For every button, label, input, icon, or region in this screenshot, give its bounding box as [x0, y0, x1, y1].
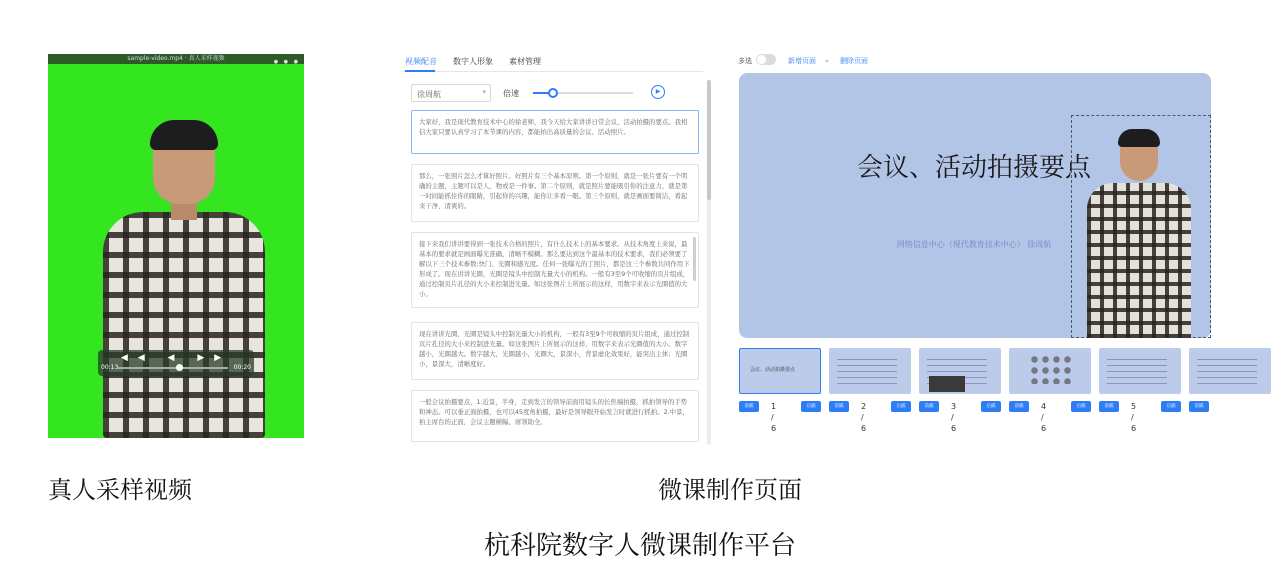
paragraph-text: 一般会议拍摄要点，1.近景，半身，走到发言的领导前面用镜头的长焦端拍摄，抓拍领导的手势和神态。可以垂正面拍摄，也可以45度角拍摄，最好是领导眼开始发言时就进行抓拍。2.中景，拍主席台的正面，会议主题横幅、席领助全。: [419, 398, 689, 426]
avatar-hair: [1118, 129, 1160, 147]
caption-sample-video: 真人采样视频: [48, 476, 192, 504]
paragraph-text: 现在讲讲光圈，光圈是镜头中控制光量大小的机构，一般有3至9个可收缩的页片组成，通过控制页片孔径的大小来控制进光量。如这张图片上所展示的这样，用数字来表示光圈值的大小。数字越小，光圈越大。数字越大，光圈越小，光圈大，景深小，背景虚化效果好，能突出主体；光圈小，景深大，清晰度好。: [419, 330, 690, 368]
insert-after-button[interactable]: 后插: [981, 401, 1001, 412]
sample-video-player[interactable]: [48, 54, 304, 438]
speed-label: 倍速: [503, 89, 519, 98]
editor-scrollbar-thumb[interactable]: [707, 80, 711, 200]
speed-slider[interactable]: [533, 92, 633, 94]
script-paragraph[interactable]: [411, 164, 699, 222]
voice-select-value: 徐周航: [417, 90, 441, 99]
window-controls-icon[interactable]: ● ● ●: [273, 59, 300, 65]
script-paragraph[interactable]: [411, 232, 699, 308]
paragraph-text: 大家好，我是现代教育技术中心的徐老师，我今天给大家讲讲日常会议、活动拍摄的要点。我相信大家只要认真学习了本节课的内容，都能拍出高质量的会议、活动照片。: [419, 118, 688, 136]
add-page-button[interactable]: 新增页面: [788, 57, 816, 65]
slide-thumbnail-strip: [739, 348, 1211, 433]
insert-after-button[interactable]: 后插: [801, 401, 821, 412]
video-control-bar[interactable]: [98, 350, 254, 376]
slide-subtitle: 网络信息中心（现代教育技术中心） 徐周航: [896, 240, 1052, 249]
thumbnail-content: [837, 354, 897, 384]
multi-select-toggle[interactable]: [756, 54, 776, 65]
insert-after-button[interactable]: 后插: [1161, 401, 1181, 412]
avatar-shirt: [1087, 183, 1191, 338]
insert-before-button[interactable]: 前插: [739, 401, 759, 412]
speed-slider-handle[interactable]: [548, 88, 558, 98]
tab-digital-human[interactable]: 数字人形象: [453, 57, 493, 66]
slide-toolbar: [738, 54, 1218, 68]
page-number: 2 / 6: [861, 402, 867, 433]
slide-preview[interactable]: [739, 73, 1211, 338]
editor-scrollbar[interactable]: [707, 80, 711, 445]
slide-thumbnail[interactable]: [1189, 348, 1271, 394]
insert-before-button[interactable]: 前插: [1189, 401, 1209, 412]
tab-materials[interactable]: 素材管理: [509, 57, 541, 66]
thumbnail-aperture-diagram: [1029, 354, 1073, 384]
voice-settings-row: [411, 84, 691, 104]
script-paragraph[interactable]: [411, 110, 699, 154]
editor-tabs: [403, 52, 703, 72]
paragraph-text: 接下来我们讲讲要得到一张技术合格的照片，有什么技术上的基本要求。从技术角度上来说，最基本的要求就是画面曝光准确，清晰不模糊。那么要达到这个最基本的技术要求，我们必须要了解以下三个技术参数:快门、光圈和感光度。任何一张曝光的了照片，都是这三个参数共同作用下形成了。现在讲讲光圈，光圈是镜头中控制光量大小的机构。一般有3至9个可收缩的页片组成，通过控制页片孔径的大小来控制进光量。如这张图片上所展示的这样，用数字来表示光圈值的大小。: [419, 240, 690, 298]
insert-before-button[interactable]: 前插: [1099, 401, 1119, 412]
presenter-hair: [150, 120, 218, 150]
paragraph-scrollbar[interactable]: [693, 237, 696, 281]
slide-thumbnail[interactable]: [1099, 348, 1181, 394]
voice-select[interactable]: [411, 84, 491, 102]
slide-thumbnail[interactable]: [1009, 348, 1091, 394]
page-number: 4 / 6: [1041, 402, 1047, 433]
page-number: 5 / 6: [1131, 402, 1137, 433]
seek-handle[interactable]: [176, 364, 183, 371]
fast-forward-icon[interactable]: ▶▶: [197, 353, 232, 363]
playback-controls[interactable]: [98, 353, 254, 363]
rewind-icon[interactable]: ◀◀: [120, 353, 155, 363]
seek-track[interactable]: [118, 367, 228, 369]
slide-title: 会议、活动拍摄要点: [856, 153, 1091, 183]
page-number: 3 / 6: [951, 402, 957, 433]
paragraph-text: 那么，一张照片怎么才算好照片。好照片有三个基本原则。第一个原则，就是一张片要有一个明确的主题，主题可以是人、物或是一件事。第二个原则，就是照片要能吸引你的注意力，就是第一时间能抓住你的眼睛，引起你的兴趣，能你让多看一眼。第三个原则，就是画面要简洁，看起来干净、清爽的。: [419, 172, 688, 210]
caption-platform-name: 杭科院数字人微课制作平台: [484, 531, 797, 561]
slide-thumbnail[interactable]: [919, 348, 1001, 394]
insert-before-button[interactable]: 前插: [829, 401, 849, 412]
delete-page-button[interactable]: 删除页面: [840, 57, 868, 65]
current-time: 00:13: [101, 364, 119, 371]
video-window-titlebar: [48, 54, 304, 64]
active-tab-indicator: [405, 70, 435, 72]
plaid-shirt: [103, 212, 265, 438]
total-time: 00:20: [233, 364, 251, 371]
video-window-title: sample-video.mp4 · 真人采样视频: [127, 55, 225, 62]
tab-voiceover[interactable]: 视频配音: [405, 57, 437, 66]
thumbnail-content: [1107, 354, 1167, 384]
presenter-figure: [103, 124, 263, 438]
multi-select-label: 多选: [738, 57, 752, 65]
script-paragraph[interactable]: [411, 390, 699, 442]
slide-thumbnail[interactable]: [829, 348, 911, 394]
play-icon[interactable]: ◀: [167, 353, 185, 363]
insert-after-button[interactable]: 后插: [1071, 401, 1091, 412]
thumbnail-title: 会议、活动拍摄要点: [750, 367, 796, 373]
script-paragraph[interactable]: [411, 322, 699, 380]
insert-after-button[interactable]: 后插: [891, 401, 911, 412]
chevron-down-icon: ▾: [482, 88, 486, 96]
insert-before-button[interactable]: 前插: [919, 401, 939, 412]
script-editor-panel: [403, 46, 713, 446]
insert-before-button[interactable]: 前插: [1009, 401, 1029, 412]
thumbnail-content: [1197, 354, 1257, 384]
page-number: 1 / 6: [771, 402, 777, 433]
digital-human-avatar[interactable]: [1087, 131, 1187, 338]
play-preview-icon[interactable]: ▶: [651, 85, 665, 99]
thumbnail-photo: [929, 376, 965, 392]
caption-production-page: 微课制作页面: [658, 476, 802, 504]
add-page-chevron-icon[interactable]: ⌄: [824, 56, 830, 64]
slide-thumbnail[interactable]: [739, 348, 821, 394]
